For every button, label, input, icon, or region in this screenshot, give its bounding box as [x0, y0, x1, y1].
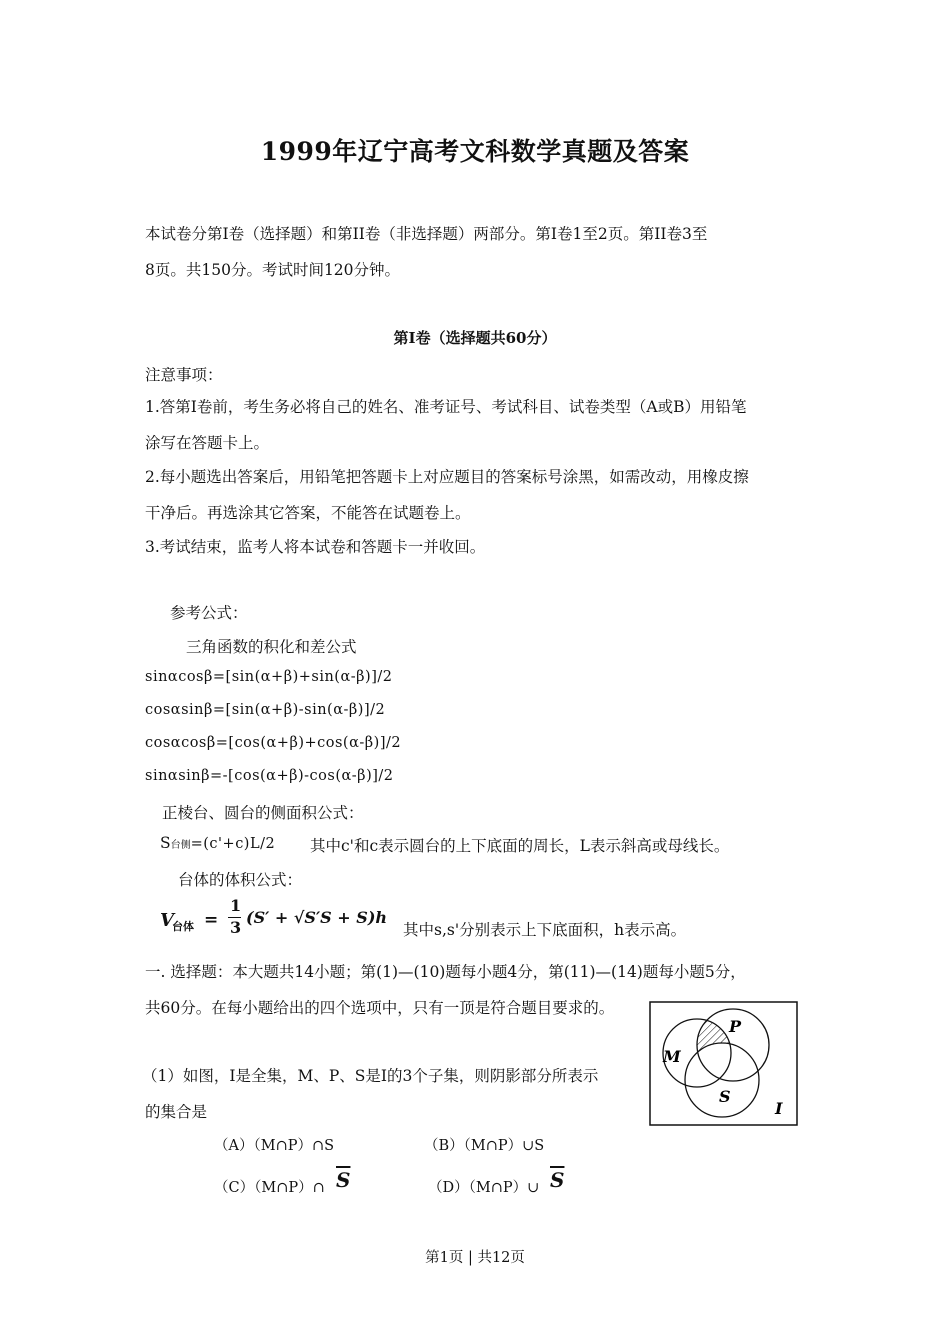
volume-den: 3	[230, 918, 242, 937]
lateral-heading: 正棱台、圆台的侧面积公式：	[162, 804, 364, 822]
intro-line-2: 8页。共150分。考试时间120分钟。	[145, 261, 401, 279]
note-3: 3.考试结束，监考人将本试卷和答题卡一并收回。	[145, 538, 486, 556]
volume-num: 1	[230, 896, 242, 915]
option-b: （B）（M∩P）∪S	[424, 1138, 545, 1154]
note-2b: 干净后。再选涂其它答案，不能答在试题卷上。	[145, 504, 471, 522]
volume-eq: =	[204, 910, 219, 930]
q1-line-1: （1）如图，I是全集，M、P、S是I的3个子集，则阴影部分所表示	[142, 1067, 599, 1085]
note-1b: 涂写在答题卡上。	[145, 434, 270, 452]
part1-line-2: 共60分。在每小题给出的四个选项中，只有一顶是符合题目要求的。	[145, 999, 615, 1017]
part1-line-1: 一. 选择题：本大题共14小题；第(1)—(10)题每小题4分，第(11)—(14)题每小题5分，	[145, 963, 746, 981]
volume-body: (S′ + √S′S + S)h	[246, 908, 388, 927]
option-c-sbar: $\overline{S}$	[336, 1168, 351, 1192]
lateral-formula	[160, 834, 275, 852]
label-p: P	[729, 1017, 742, 1036]
intro-line-1: 本试卷分第Ⅰ卷（选择题）和第II卷（非选择题）两部分。第Ⅰ卷1至2页。第II卷3至	[145, 225, 708, 243]
option-c: （C）（M∩P）∩	[214, 1180, 325, 1196]
volume-sub: 台体	[172, 920, 194, 933]
volume-desc: 其中s,s'分别表示上下底面积，h表示高。	[403, 921, 687, 939]
formulas-heading: 参考公式：	[170, 604, 248, 622]
option-a: （A）（M∩P）∩S	[214, 1138, 335, 1154]
trig-formula-4: sinαsinβ=-[cos(α+β)-cos(α-β)]/2	[145, 768, 394, 784]
option-d: （D）（M∩P）∪	[428, 1180, 540, 1196]
volume-heading: 台体的体积公式：	[178, 871, 303, 889]
lateral-s: S	[160, 834, 171, 852]
note-1a: 1.答第Ⅰ卷前，考生务必将自己的姓名、准考证号、考试科目、试卷类型（A或B）用铅笔	[145, 398, 747, 416]
lateral-rest: =(c'+c)L/2	[190, 836, 276, 852]
q1-line-2: 的集合是	[145, 1103, 208, 1121]
lateral-sub: 台侧	[170, 840, 191, 851]
trig-formula-1: sinαcosβ=[sin(α+β)+sin(α-β)]/2	[145, 669, 393, 685]
label-s: S	[719, 1087, 731, 1106]
label-i: I	[775, 1099, 783, 1118]
page-footer: 第1页 | 共12页	[425, 1250, 525, 1266]
page-title: 1999年辽宁高考文科数学真题及答案	[260, 137, 690, 166]
volume-v: V	[160, 910, 174, 931]
option-d-sbar: $\overline{S}$	[550, 1168, 565, 1192]
section-heading: 第Ⅰ卷（选择题共60分）	[393, 329, 557, 347]
notes-heading: 注意事项：	[145, 366, 223, 384]
trig-heading: 三角函数的积化和差公式	[186, 638, 357, 656]
label-m: M	[663, 1047, 681, 1066]
lateral-desc: 其中c'和c表示圆台的上下底面的周长，L表示斜高或母线长。	[310, 837, 730, 855]
venn-diagram	[649, 1001, 799, 1127]
trig-formula-3: cosαcosβ=[cos(α+β)+cos(α-β)]/2	[145, 735, 402, 751]
trig-formula-2: cosαsinβ=[sin(α+β)-sin(α-β)]/2	[145, 702, 386, 718]
note-2a: 2.每小题选出答案后，用铅笔把答题卡上对应题目的答案标号涂黑，如需改动，用橡皮擦	[145, 468, 749, 486]
